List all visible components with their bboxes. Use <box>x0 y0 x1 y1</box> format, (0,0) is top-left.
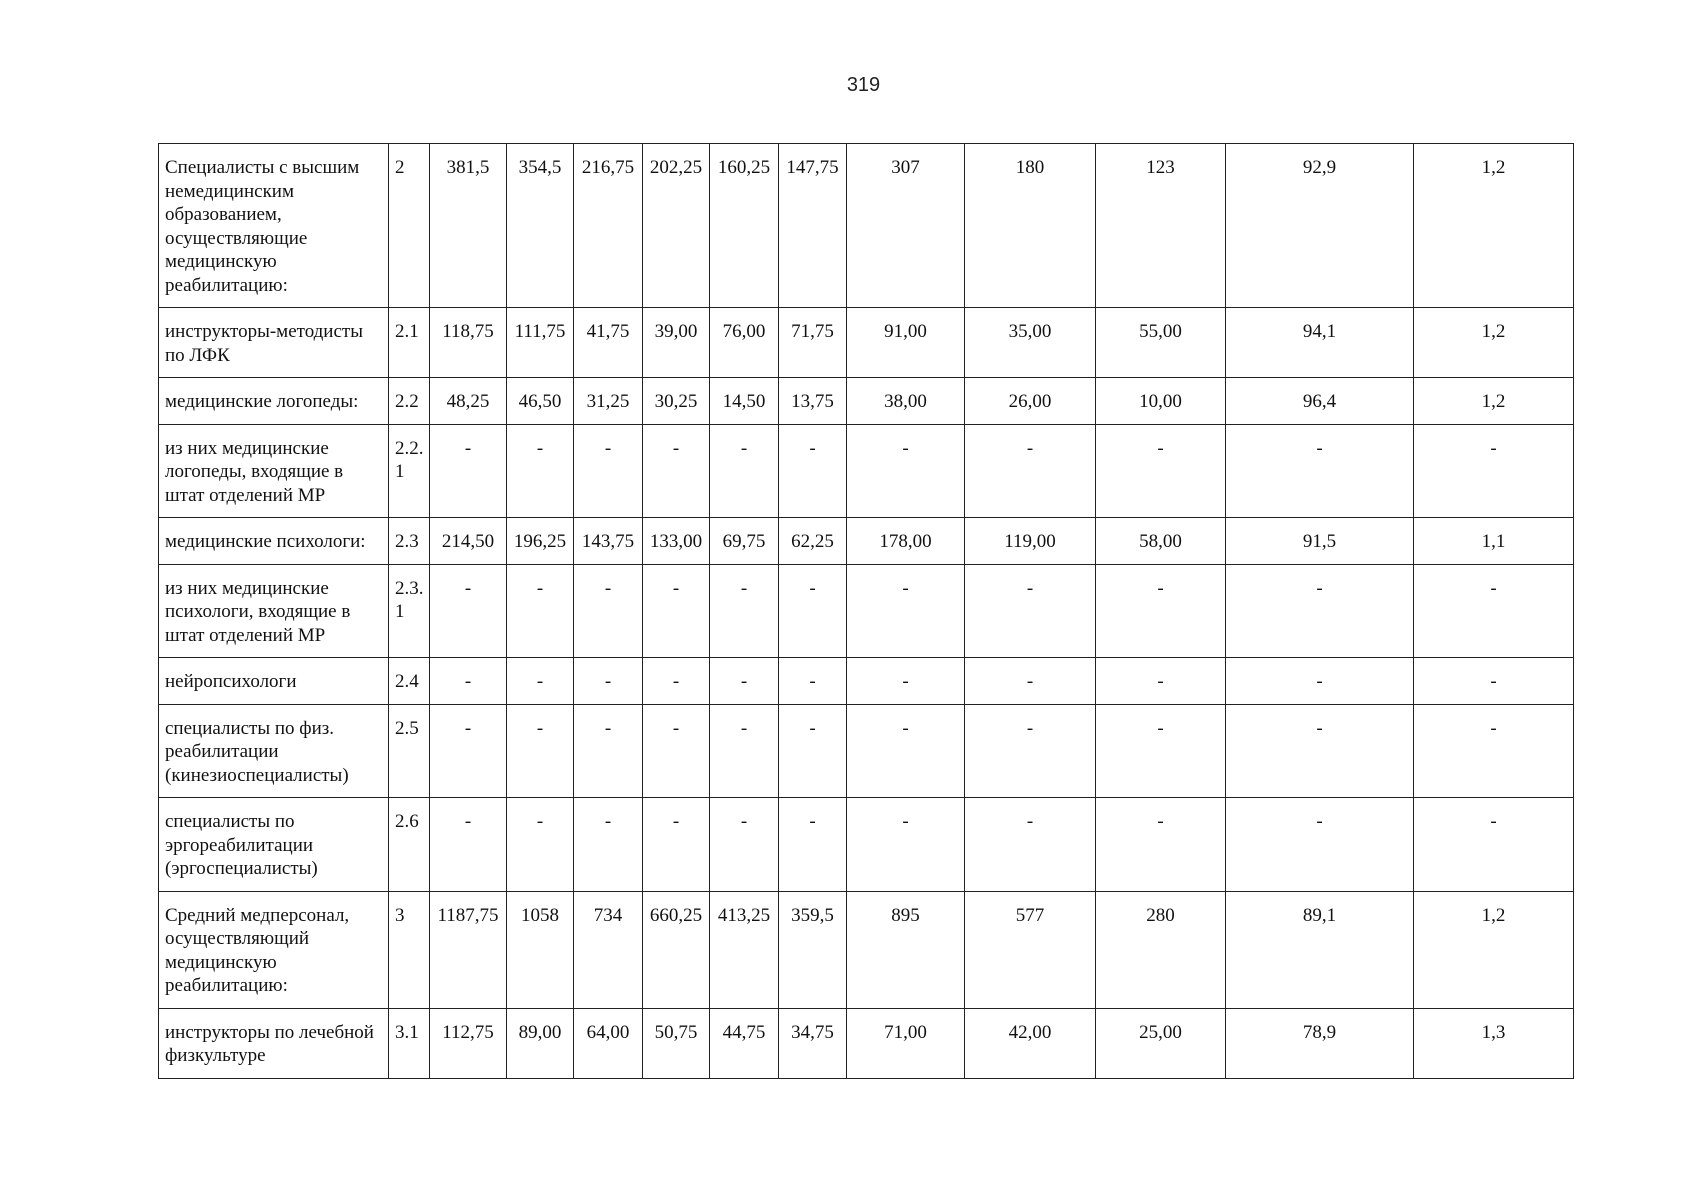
value-cell: 280 <box>1096 891 1226 1008</box>
value-cell: 1,3 <box>1414 1008 1574 1078</box>
value-cell: 96,4 <box>1226 378 1414 425</box>
value-cell: - <box>779 424 847 518</box>
value-cell: 1,2 <box>1414 378 1574 425</box>
value-cell: - <box>430 798 507 892</box>
value-cell: - <box>430 564 507 658</box>
value-cell: 92,9 <box>1226 144 1414 308</box>
value-cell: - <box>710 564 779 658</box>
value-cell: 354,5 <box>507 144 574 308</box>
value-cell: - <box>574 658 643 705</box>
value-cell: - <box>1414 424 1574 518</box>
row-code-cell: 2 <box>389 144 430 308</box>
value-cell: 202,25 <box>643 144 710 308</box>
value-cell: 180 <box>965 144 1096 308</box>
value-cell: 94,1 <box>1226 308 1414 378</box>
table-row <box>159 1008 1574 1078</box>
staffing-table <box>158 143 1574 1079</box>
value-cell: 118,75 <box>430 308 507 378</box>
table-row <box>159 798 1574 892</box>
value-cell: 64,00 <box>574 1008 643 1078</box>
value-cell: - <box>965 564 1096 658</box>
value-cell: - <box>847 704 965 798</box>
value-cell: 46,50 <box>507 378 574 425</box>
value-cell: 147,75 <box>779 144 847 308</box>
value-cell: - <box>1226 704 1414 798</box>
table-row <box>159 658 1574 705</box>
value-cell: - <box>710 424 779 518</box>
value-cell: - <box>1226 424 1414 518</box>
value-cell: - <box>965 704 1096 798</box>
value-cell: 112,75 <box>430 1008 507 1078</box>
table-row <box>159 424 1574 518</box>
row-label-cell: специалисты по физ. реабилитации (кинезиоспециалисты) <box>159 704 389 798</box>
table-row <box>159 378 1574 425</box>
value-cell: 307 <box>847 144 965 308</box>
value-cell: - <box>574 424 643 518</box>
table-row <box>159 564 1574 658</box>
value-cell: 214,50 <box>430 518 507 565</box>
row-label-cell: медицинские логопеды: <box>159 378 389 425</box>
value-cell: - <box>1226 798 1414 892</box>
value-cell: - <box>507 658 574 705</box>
value-cell: 71,00 <box>847 1008 965 1078</box>
value-cell: 58,00 <box>1096 518 1226 565</box>
value-cell: - <box>574 704 643 798</box>
value-cell: - <box>507 564 574 658</box>
value-cell: 413,25 <box>710 891 779 1008</box>
value-cell: 1058 <box>507 891 574 1008</box>
value-cell: - <box>507 704 574 798</box>
value-cell: - <box>643 658 710 705</box>
value-cell: - <box>643 564 710 658</box>
value-cell: 89,1 <box>1226 891 1414 1008</box>
value-cell: - <box>965 658 1096 705</box>
value-cell: 69,75 <box>710 518 779 565</box>
value-cell: - <box>1096 704 1226 798</box>
value-cell: - <box>779 658 847 705</box>
table-row <box>159 704 1574 798</box>
value-cell: 34,75 <box>779 1008 847 1078</box>
row-label-cell: из них медицинские логопеды, входящие в штат отделений МР <box>159 424 389 518</box>
row-code-cell: 2.2 <box>389 378 430 425</box>
row-label-cell: инструкторы по лечебной физкультуре <box>159 1008 389 1078</box>
value-cell: 216,75 <box>574 144 643 308</box>
table-row <box>159 308 1574 378</box>
value-cell: - <box>1096 798 1226 892</box>
value-cell: - <box>643 798 710 892</box>
value-cell: 25,00 <box>1096 1008 1226 1078</box>
value-cell: - <box>847 658 965 705</box>
value-cell: 1,1 <box>1414 518 1574 565</box>
value-cell: 734 <box>574 891 643 1008</box>
row-label-cell: Специалисты с высшим немедицинским образованием, осуществляющие медицинскую реабилитацию: <box>159 144 389 308</box>
value-cell: 91,00 <box>847 308 965 378</box>
row-code-cell: 2.5 <box>389 704 430 798</box>
table-body <box>159 144 1574 1079</box>
value-cell: - <box>710 704 779 798</box>
value-cell: - <box>574 564 643 658</box>
value-cell: 42,00 <box>965 1008 1096 1078</box>
value-cell: - <box>1414 704 1574 798</box>
value-cell: - <box>1096 564 1226 658</box>
value-cell: - <box>430 704 507 798</box>
value-cell: - <box>1226 658 1414 705</box>
value-cell: - <box>1414 798 1574 892</box>
value-cell: - <box>847 564 965 658</box>
value-cell: - <box>847 424 965 518</box>
value-cell: 26,00 <box>965 378 1096 425</box>
value-cell: 577 <box>965 891 1096 1008</box>
value-cell: 48,25 <box>430 378 507 425</box>
value-cell: 119,00 <box>965 518 1096 565</box>
value-cell: - <box>643 704 710 798</box>
value-cell: 76,00 <box>710 308 779 378</box>
row-code-cell: 2.1 <box>389 308 430 378</box>
value-cell: - <box>430 424 507 518</box>
value-cell: 62,25 <box>779 518 847 565</box>
value-cell: 14,50 <box>710 378 779 425</box>
row-code-cell: 2.4 <box>389 658 430 705</box>
value-cell: 160,25 <box>710 144 779 308</box>
value-cell: 123 <box>1096 144 1226 308</box>
row-label-cell: из них медицинские психологи, входящие в штат отделений МР <box>159 564 389 658</box>
page-number: 319 <box>846 74 881 96</box>
value-cell: 39,00 <box>643 308 710 378</box>
row-code-cell: 2.3.1 <box>389 564 430 658</box>
value-cell: 196,25 <box>507 518 574 565</box>
value-cell: - <box>574 798 643 892</box>
value-cell: 133,00 <box>643 518 710 565</box>
value-cell: 38,00 <box>847 378 965 425</box>
value-cell: 1,2 <box>1414 891 1574 1008</box>
row-label-cell: нейропсихологи <box>159 658 389 705</box>
value-cell: - <box>1226 564 1414 658</box>
value-cell: 30,25 <box>643 378 710 425</box>
value-cell: - <box>430 658 507 705</box>
row-code-cell: 3 <box>389 891 430 1008</box>
value-cell: - <box>1414 564 1574 658</box>
value-cell: 78,9 <box>1226 1008 1414 1078</box>
value-cell: 359,5 <box>779 891 847 1008</box>
table-row <box>159 144 1574 308</box>
value-cell: - <box>779 798 847 892</box>
value-cell: 10,00 <box>1096 378 1226 425</box>
table-row <box>159 518 1574 565</box>
value-cell: - <box>710 798 779 892</box>
value-cell: 31,25 <box>574 378 643 425</box>
value-cell: 89,00 <box>507 1008 574 1078</box>
value-cell: - <box>1096 658 1226 705</box>
value-cell: - <box>1414 658 1574 705</box>
row-label-cell: Средний медперсонал, осуществляющий медицинскую реабилитацию: <box>159 891 389 1008</box>
value-cell: 1,2 <box>1414 144 1574 308</box>
row-label-cell: медицинские психологи: <box>159 518 389 565</box>
value-cell: 1,2 <box>1414 308 1574 378</box>
value-cell: 50,75 <box>643 1008 710 1078</box>
value-cell: - <box>965 798 1096 892</box>
value-cell: - <box>710 658 779 705</box>
value-cell: 381,5 <box>430 144 507 308</box>
value-cell: - <box>643 424 710 518</box>
value-cell: 91,5 <box>1226 518 1414 565</box>
row-code-cell: 2.3 <box>389 518 430 565</box>
value-cell: 35,00 <box>965 308 1096 378</box>
value-cell: 895 <box>847 891 965 1008</box>
row-code-cell: 2.6 <box>389 798 430 892</box>
value-cell: 55,00 <box>1096 308 1226 378</box>
row-label-cell: специалисты по эргореабилитации (эргоспециалисты) <box>159 798 389 892</box>
value-cell: 178,00 <box>847 518 965 565</box>
value-cell: 143,75 <box>574 518 643 565</box>
value-cell: - <box>847 798 965 892</box>
value-cell: - <box>779 704 847 798</box>
value-cell: 44,75 <box>710 1008 779 1078</box>
value-cell: 71,75 <box>779 308 847 378</box>
value-cell: - <box>779 564 847 658</box>
value-cell: 660,25 <box>643 891 710 1008</box>
table-row <box>159 891 1574 1008</box>
value-cell: - <box>1096 424 1226 518</box>
row-code-cell: 3.1 <box>389 1008 430 1078</box>
value-cell: 1187,75 <box>430 891 507 1008</box>
value-cell: 13,75 <box>779 378 847 425</box>
value-cell: 111,75 <box>507 308 574 378</box>
value-cell: - <box>507 798 574 892</box>
value-cell: - <box>507 424 574 518</box>
value-cell: - <box>965 424 1096 518</box>
row-code-cell: 2.2.1 <box>389 424 430 518</box>
row-label-cell: инструкторы-методисты по ЛФК <box>159 308 389 378</box>
value-cell: 41,75 <box>574 308 643 378</box>
